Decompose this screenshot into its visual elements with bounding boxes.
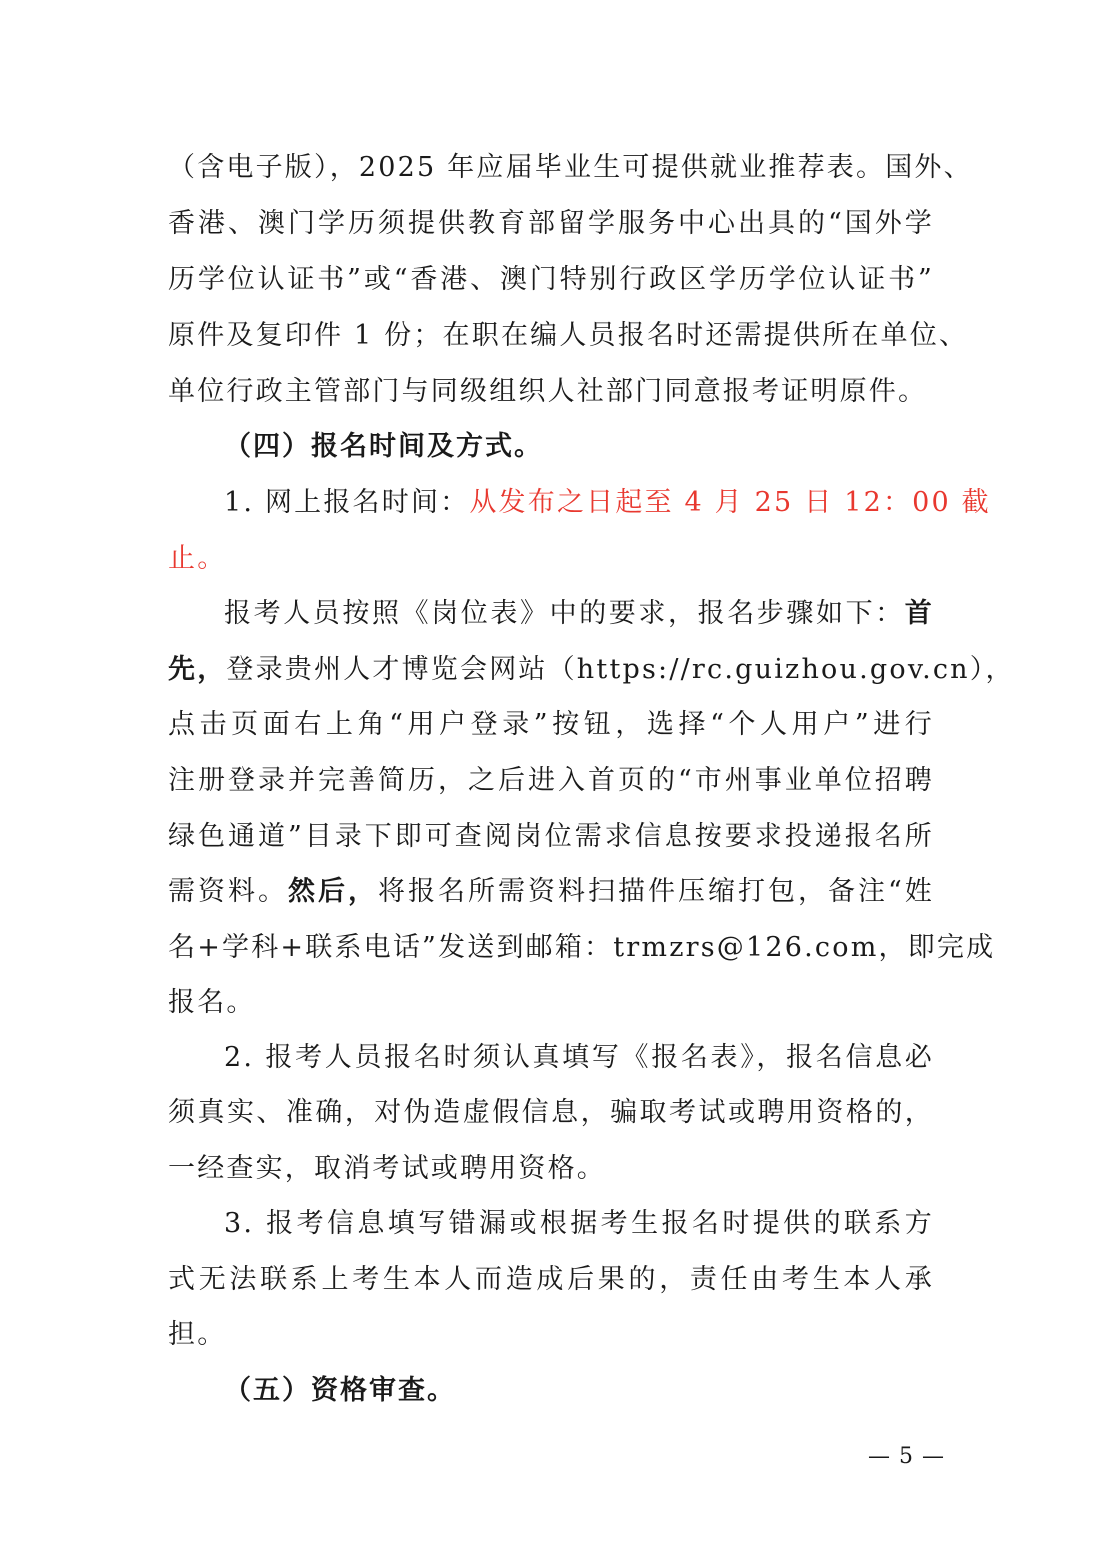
- steps-first-b: 先，: [168, 654, 227, 685]
- page-number: — 5 —: [868, 1444, 945, 1469]
- item1-time-highlight: 从发布之日起至 4 月 25 日 12：00 截: [469, 487, 991, 518]
- item1-line-1: [168, 475, 991, 531]
- section-4-heading: （四）报名时间及方式。: [224, 431, 543, 462]
- steps-line-6: [168, 864, 934, 920]
- intro-line-1: （含电子版），2025 年应届毕业生可提供就业推荐表。国外、: [168, 152, 973, 183]
- intro-line-2: 香港、澳门学历须提供教育部留学服务中心出具的“国外学: [168, 208, 934, 239]
- steps-first-a: 首: [904, 598, 934, 629]
- steps-line-4: 注册登录并完善简历，之后进入首页的“市州事业单位招聘: [168, 765, 934, 796]
- steps-line6-b: 将报名所需资料扫描件压缩打包，备注“姓: [378, 876, 934, 907]
- steps-then: 然后，: [288, 876, 378, 907]
- steps-line-3: 点击页面右上角“用户登录”按钮，选择“个人用户”进行: [168, 709, 934, 740]
- steps-line6-a: 需资料。: [168, 876, 288, 907]
- item2-line-1: 2. 报考人员报名时须认真填写《报名表》，报名信息必: [224, 1042, 934, 1073]
- steps-line-2: [168, 642, 1015, 698]
- steps-line-8: 报名。: [168, 987, 256, 1018]
- item1-label: 1. 网上报名时间：: [224, 487, 470, 518]
- intro-line-5: 单位行政主管部门与同级组织人社部门同意报考证明原件。: [168, 376, 928, 407]
- steps-website: 登录贵州人才博览会网站（https://rc.guizhou.gov.cn），: [226, 654, 1015, 685]
- steps-line-5: 绿色通道”目录下即可查阅岗位需求信息按要求投递报名所: [168, 821, 934, 852]
- intro-line-3: 历学位认证书”或“香港、澳门特别行政区学历学位认证书”: [168, 264, 934, 295]
- item1-line-2: 止。: [168, 543, 227, 574]
- item2-line-3: 一经查实，取消考试或聘用资格。: [168, 1153, 606, 1184]
- item3-line-2: 式无法联系上考生本人而造成后果的，责任由考生本人承: [168, 1264, 934, 1295]
- section-5-heading: （五）资格审查。: [224, 1375, 456, 1406]
- steps-line-1: [168, 586, 934, 642]
- intro-line-4: 原件及复印件 1 份；在职在编人员报名时还需提供所在单位、: [168, 320, 969, 351]
- item2-line-2: 须真实、准确，对伪造虚假信息，骗取考试或聘用资格的，: [168, 1097, 934, 1128]
- steps-line-7: 名+学科+联系电话”发送到邮箱：trmzrs@126.com，即完成: [168, 932, 996, 963]
- steps-intro: 报考人员按照《岗位表》中的要求，报名步骤如下：: [224, 598, 905, 629]
- item3-line-3: 担。: [168, 1319, 227, 1350]
- item3-line-1: 3. 报考信息填写错漏或根据考生报名时提供的联系方: [224, 1208, 934, 1239]
